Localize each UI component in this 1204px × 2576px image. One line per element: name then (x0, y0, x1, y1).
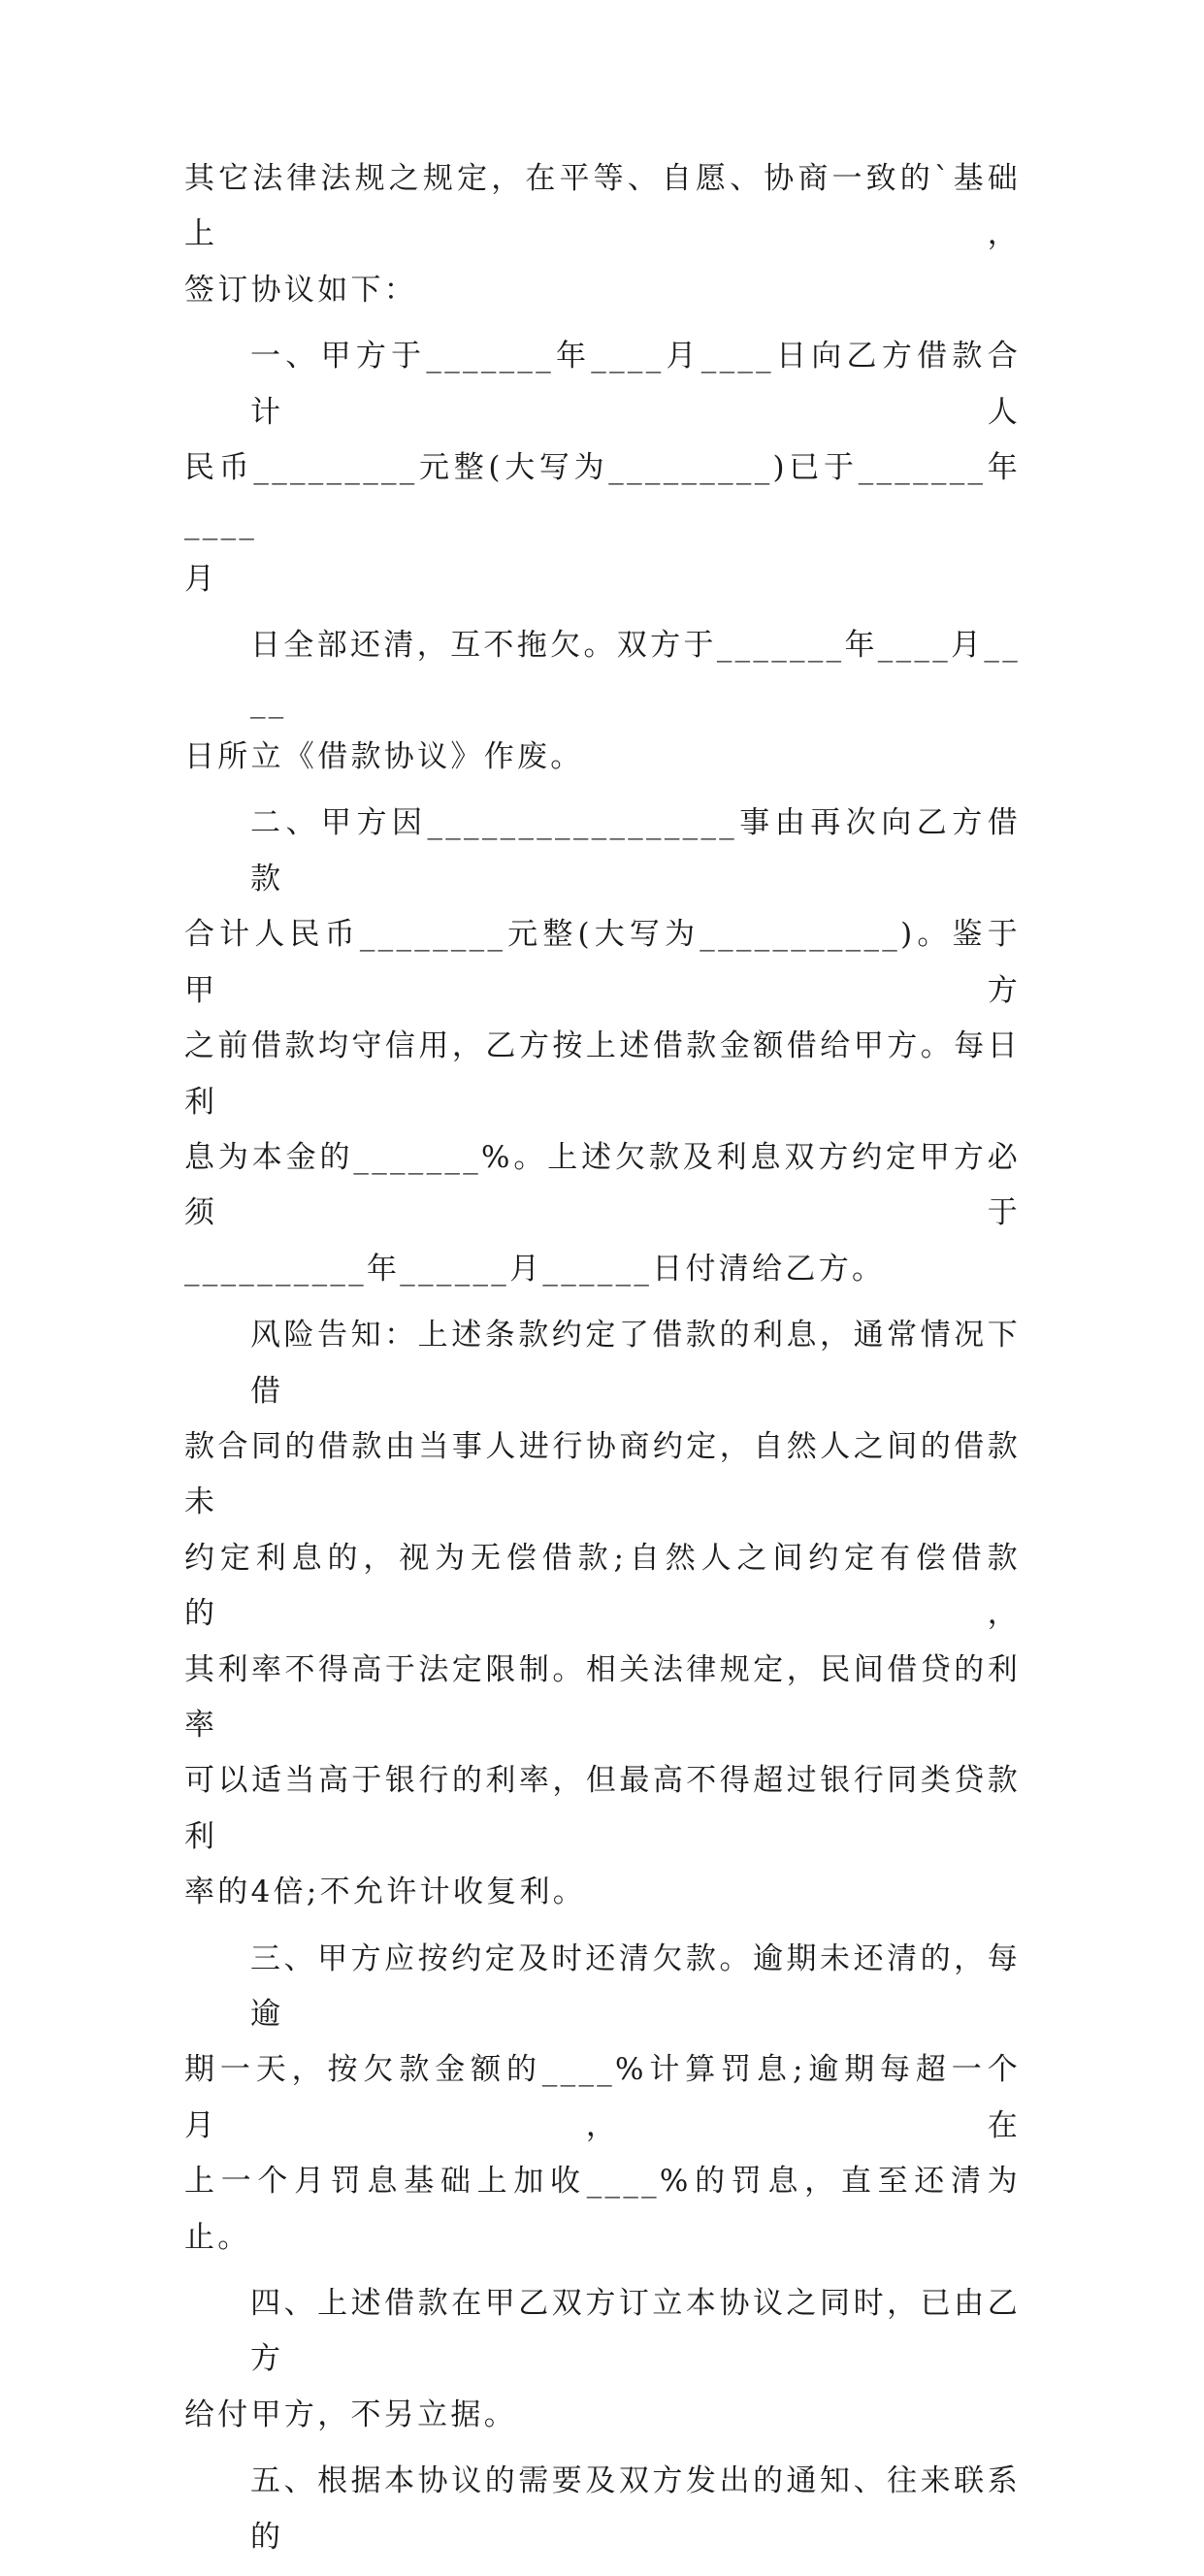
text-line: 之前借款均守信用，乙方按上述借款金额借给甲方。每日利 (184, 1028, 1021, 1120)
text-line: 上一个月罚息基础上加收____%的罚息，直至还清为止。 (184, 2164, 1021, 2255)
paragraph-risk-notice (184, 1308, 1021, 1920)
text-line: 日全部还清，互不拖欠。双方于_______年____月____ (250, 628, 1021, 719)
text-line: 一、甲方于_______年____月____日向乙方借款合计人 (250, 339, 1021, 430)
text-line: 约定利息的，视为无偿借款;自然人之间约定有偿借款的， (184, 1540, 1021, 1632)
text-line: 给付甲方，不另立据。 (184, 2397, 517, 2432)
text-line: 日所立《借款协议》作废。 (184, 739, 584, 775)
document-page (184, 151, 1021, 2576)
text-line: 款合同的借款由当事人进行协商约定，自然人之间的借款未 (184, 1428, 1021, 1520)
paragraph-clause-1 (184, 329, 1021, 607)
paragraph-clause-2 (184, 796, 1021, 1297)
text-line: 合计人民币________元整(大写为___________)。鉴于甲方 (184, 917, 1021, 1008)
text-line: 四、上述借款在甲乙双方订立本协议之同时，已由乙方 (250, 2286, 1021, 2377)
text-line: 期一天，按欠款金额的____%计算罚息;逾期每超一个月，在 (184, 2052, 1021, 2143)
text-line: 民币_________元整(大写为_________)已于_______年____ (184, 450, 1021, 541)
paragraph-clause-3 (184, 1932, 1021, 2266)
text-line: 息为本金的_______%。上述欠款及利息双方约定甲方必须于 (184, 1139, 1021, 1231)
text-line: 其利率不得高于法定限制。相关法律规定，民间借贷的利率 (184, 1651, 1021, 1743)
text-line: 三、甲方应按约定及时还清欠款。逾期未还清的，每逾 (250, 1940, 1021, 2032)
text-line: 风险告知：上述条款约定了借款的利息，通常情况下借 (250, 1318, 1021, 1409)
text-line: 月 (184, 561, 218, 597)
text-line: 签订协议如下： (184, 272, 418, 308)
paragraph-clause-1-continued (184, 618, 1021, 785)
text-line: 其它法律法规之规定，在平等、自愿、协商一致的`基础上， (184, 161, 1021, 252)
text-line: 率的4倍;不允许计收复利。 (184, 1875, 587, 1910)
text-line: 可以适当高于银行的利率，但最高不得超过银行同类贷款利 (184, 1763, 1021, 1854)
paragraph-clause-4 (184, 2276, 1021, 2443)
text-line: 二、甲方因_________________事由再次向乙方借款 (250, 805, 1021, 897)
text-line: 五、根据本协议的需要及双方发出的通知、往来联系的 (250, 2463, 1021, 2555)
paragraph-preamble (184, 151, 1021, 318)
text-line: __________年______月______日付清给乙方。 (184, 1251, 886, 1287)
paragraph-clause-5 (184, 2454, 1021, 2565)
